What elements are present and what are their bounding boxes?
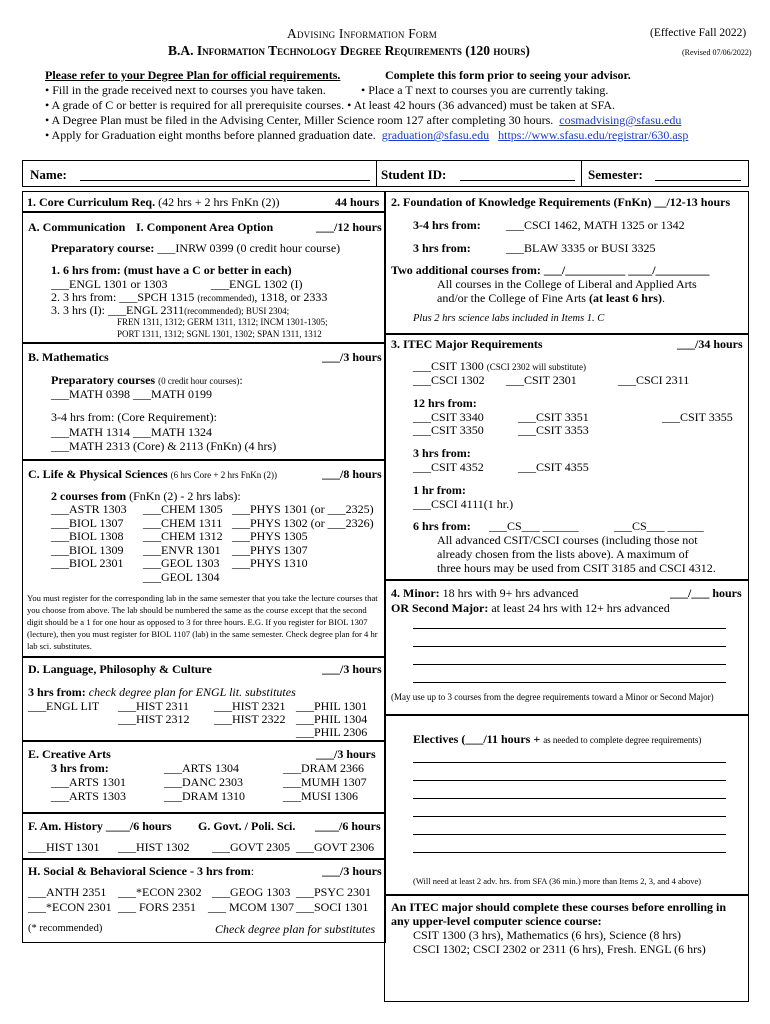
- one-hr-label: 1 hr from:: [413, 483, 466, 497]
- graduation-text: • Apply for Graduation eight months before planned graduation date.: [45, 128, 376, 142]
- second-major: OR Second Major: at least 24 hrs with 12+ hrs advanced: [391, 601, 670, 615]
- fnkn-fine-arts: and/or the College of Fine Arts (at least 6 hrs).: [437, 291, 665, 305]
- lab-note: You must register for the corresponding lab in the same semester that you take the lecture courses that you choose from above. The lab should be numbered the same as the course except that the second digit should be a 1 for one hour as opposed to 3 for three hours. E.G. If you register for BIOL 1307 (lecture), then you must register for BIOL 1107 (lab) in the same semester. Check degree plan for 4 hr lab sci. substitutes.: [27, 593, 378, 651]
- language-row-1-c3[interactable]: ___HIST 2321: [214, 699, 286, 713]
- minor-title: 4. Minor: 18 hrs with 9+ hrs advanced: [391, 586, 579, 600]
- csit-4352[interactable]: ___CSIT 4352: [413, 460, 484, 474]
- anth-2351[interactable]: ___ANTH 2351: [28, 885, 107, 899]
- prep-course: Preparatory course: ___INRW 0399 (0 credit hour course): [51, 241, 341, 255]
- science-col1-course-1[interactable]: ___ASTR 1303: [51, 502, 127, 516]
- soci-1301[interactable]: ___SOCI 1301: [296, 900, 369, 914]
- check-substitutes: Check degree plan for substitutes: [215, 922, 376, 936]
- csit-3350[interactable]: ___CSIT 3350: [413, 423, 484, 437]
- science-title: C. Life & Physical Sciences (6 hrs Core + 2 hrs FnKn (2)): [28, 467, 277, 481]
- science-col-3: [232, 503, 374, 571]
- language-three-hrs: 3 hrs from: check degree plan for ENGL lit. substitutes: [28, 685, 296, 699]
- mathematics-title: B. Mathematics: [28, 350, 109, 364]
- itec-note-3: CSIT 1300 (3 hrs), Mathematics (6 hrs), Science (8 hrs): [413, 928, 682, 942]
- math-0398-0199[interactable]: ___MATH 0398 ___MATH 0199: [51, 387, 213, 401]
- science-col2-course-5[interactable]: ___GEOL 1303: [143, 556, 220, 570]
- component-area-option: I. Component Area Option: [136, 220, 274, 234]
- geog-1303[interactable]: ___GEOG 1303: [212, 885, 291, 899]
- six-hours-from: 1. 6 hrs from: (must have a C or better in each): [51, 263, 292, 277]
- csit-3340[interactable]: ___CSIT 3340: [413, 410, 484, 424]
- minor-note: (May use up to 3 courses from the degree requirements toward a Minor or Second Major): [391, 692, 714, 702]
- six-hrs-desc-2: already chosen from the lists above). A maximum of: [437, 547, 689, 561]
- creative-col-2: [164, 761, 245, 803]
- fnkn-34-label: 3-4 hrs from:: [413, 218, 481, 232]
- language-hours[interactable]: ___/3 hours: [322, 662, 382, 676]
- creative-col3-course-2[interactable]: ___MUMH 1307: [283, 775, 367, 789]
- bullet-grade-c: • A grade of C or better is required for all prerequisite courses. • At least 42 hours (36 advanced) must be taken at SFA.: [45, 98, 616, 112]
- econ-2301[interactable]: ___*ECON 2301: [28, 900, 112, 914]
- fors-2351[interactable]: ___ FORS 2351: [118, 900, 197, 914]
- fnkn-34-value[interactable]: ___CSCI 1462, MATH 1325 or 1342: [506, 218, 685, 232]
- minor-line-1[interactable]: [413, 628, 726, 629]
- engl-1302[interactable]: ___ENGL 1302 (I): [211, 277, 303, 291]
- fnkn-3-label: 3 hrs from:: [413, 241, 471, 255]
- elective-line-4[interactable]: [413, 816, 726, 817]
- fnkn-plus-labs: Plus 2 hrs science labs included in Items 1. C: [413, 313, 605, 324]
- science-col1-course-3[interactable]: ___BIOL 1308: [51, 529, 124, 543]
- science-col3-course-5[interactable]: ___PHYS 1310: [232, 556, 308, 570]
- communication-title: A. Communication: [28, 220, 126, 234]
- csit-4355[interactable]: ___CSIT 4355: [518, 460, 589, 474]
- csit-2301[interactable]: ___CSIT 2301: [506, 373, 577, 387]
- fnkn-3-value[interactable]: ___BLAW 3335 or BUSI 3325: [506, 241, 656, 255]
- semester-label: Semester:: [588, 167, 643, 182]
- science-col-1: [51, 503, 127, 571]
- name-input[interactable]: [80, 180, 370, 181]
- csit-3355[interactable]: ___CSIT 3355: [662, 410, 733, 424]
- registrar-url-link[interactable]: https://www.sfasu.edu/registrar/630.asp: [498, 128, 689, 142]
- science-col1-course-2[interactable]: ___BIOL 1307: [51, 515, 124, 530]
- bullet-fill-grade: • Fill in the grade received next to courses you have taken.: [45, 83, 326, 97]
- science-col2-course-3[interactable]: ___CHEM 1312: [143, 529, 223, 543]
- mcom-1307[interactable]: ___ MCOM 1307: [208, 900, 295, 914]
- semester-input[interactable]: [655, 180, 741, 181]
- form-title: Advising Information Form: [287, 26, 438, 41]
- advising-email-link[interactable]: cosmadvising@sfasu.edu: [559, 113, 682, 127]
- student-id-label: Student ID:: [381, 167, 447, 182]
- csci-2311[interactable]: ___CSCI 2311: [618, 373, 690, 387]
- degree-plan-text: • A Degree Plan must be filed in the Advising Center, Miller Science room 127 after completing 30 hours.: [45, 113, 554, 127]
- science-hours[interactable]: ___/8 hours: [322, 467, 382, 481]
- math-prep: Preparatory courses (0 credit hour courses):: [51, 373, 243, 387]
- mathematics-hours[interactable]: ___/3 hours: [322, 350, 382, 364]
- itec-note-2: any upper-level computer science course:: [391, 914, 602, 928]
- csit-3353[interactable]: ___CSIT 3353: [518, 423, 589, 437]
- govt-hours[interactable]: ____/6 hours: [315, 819, 381, 833]
- electives-note: (Will need at least 2 adv. hrs. from SFA (36 min.) more than Items 2, 3, and 4 above): [413, 876, 702, 886]
- creative-col3-course-1[interactable]: ___DRAM 2366: [283, 761, 365, 775]
- twelve-hrs-label: 12 hrs from:: [413, 396, 477, 410]
- core-total: 44 hours: [335, 195, 380, 209]
- graduation-email-link[interactable]: graduation@sfasu.edu: [381, 128, 490, 142]
- science-col3-course-2[interactable]: ___PHYS 1302 (or ___2326): [232, 515, 374, 530]
- itec-note-4: CSCI 1302; CSCI 2302 or 2311 (6 hrs), Fresh. ENGL (6 hrs): [413, 942, 706, 956]
- hist-1301[interactable]: ___HIST 1301: [28, 840, 100, 854]
- math-1314-1324[interactable]: ___MATH 1314 ___MATH 1324: [51, 425, 213, 439]
- csit-3351[interactable]: ___CSIT 3351: [518, 410, 589, 424]
- elective-line-2[interactable]: [413, 780, 726, 781]
- science-col1-course-5[interactable]: ___BIOL 2301: [51, 556, 124, 570]
- bullet-degree-plan: [45, 113, 681, 128]
- electives-title: Electives (___/11 hours + as needed to complete degree requirements): [413, 732, 702, 746]
- science-col1-course-4[interactable]: ___BIOL 1309: [51, 542, 124, 557]
- bullet-graduation: [45, 128, 688, 143]
- language-row-1-c4[interactable]: ___PHIL 1301: [296, 699, 368, 713]
- complete-note: Complete this form prior to seeing your advisor.: [385, 68, 631, 82]
- six-hrs-course-1[interactable]: ___CS___ ______: [489, 519, 579, 533]
- hist-1302[interactable]: ___HIST 1302: [118, 840, 190, 854]
- science-col-2: [143, 503, 223, 584]
- creative-col1-course-2[interactable]: ___ARTS 1303: [51, 789, 126, 803]
- language-row-1-c2[interactable]: ___HIST 2311: [118, 699, 190, 713]
- language-options-2: PORT 1311, 1312; SGNL 1301, 1302; SPAN 1311, 1312: [117, 329, 322, 339]
- science-col3-course-1[interactable]: ___PHYS 1301 (or ___2325): [232, 502, 374, 516]
- six-hrs-course-2[interactable]: ___CS___ ______: [614, 519, 704, 533]
- engl-2311[interactable]: 3. 3 hrs (I): ___ENGL 2311(recommended); BUSI 2304;: [51, 303, 290, 317]
- science-col2-course-2[interactable]: ___CHEM 1311: [143, 515, 223, 530]
- elective-line-3[interactable]: [413, 798, 726, 799]
- itec-title: 3. ITEC Major Requirements: [391, 337, 543, 351]
- govt-2306[interactable]: ___GOVT 2306: [296, 840, 375, 854]
- minor-line-3[interactable]: [413, 664, 726, 665]
- core-title: 1. Core Curriculum Req. (42 hrs + 2 hrs FnKn (2)): [27, 195, 280, 209]
- effective-date: (Effective Fall 2022): [650, 27, 747, 39]
- itec-hours[interactable]: ___/34 hours: [677, 337, 743, 351]
- language-row-3[interactable]: ___PHIL 2306: [296, 725, 368, 739]
- creative-col-1: [51, 775, 126, 803]
- science-col2-course-1[interactable]: ___CHEM 1305: [143, 502, 223, 516]
- psyc-2301[interactable]: ___PSYC 2301: [296, 885, 372, 899]
- creative-col1-course-1[interactable]: ___ARTS 1301: [51, 775, 126, 789]
- creative-arts-hours[interactable]: ___/3 hours: [316, 747, 376, 761]
- govt-2305[interactable]: ___GOVT 2305: [212, 840, 291, 854]
- social-hours[interactable]: ___/3 hours: [322, 864, 382, 878]
- science-col3-course-3[interactable]: ___PHYS 1305: [232, 529, 308, 543]
- csci-1302[interactable]: ___CSCI 1302: [413, 373, 485, 387]
- bullet-place-t: • Place a T next to courses you are currently taking.: [361, 83, 609, 97]
- minor-line-2[interactable]: [413, 646, 726, 647]
- science-col2-course-4[interactable]: ___ENVR 1301: [143, 542, 221, 557]
- elective-line-6[interactable]: [413, 852, 726, 853]
- creative-col3-course-3[interactable]: ___MUSI 1306: [283, 789, 359, 803]
- name-label: Name:: [30, 167, 67, 182]
- language-row-2-c3[interactable]: ___PHIL 1304: [296, 712, 368, 726]
- student-id-input[interactable]: [460, 180, 575, 181]
- creative-col2-course-3[interactable]: ___DRAM 1310: [164, 789, 246, 803]
- social-title: H. Social & Behavioral Science - 3 hrs from:: [28, 864, 255, 878]
- three-hrs-label: 3 hrs from:: [413, 446, 471, 460]
- six-hrs-label: 6 hrs from:: [413, 519, 471, 533]
- revised-date: (Revised 07/06/2022): [682, 48, 752, 57]
- creative-col-3: [283, 761, 367, 803]
- history-title: F. Am. History ____/6 hours: [28, 819, 172, 833]
- fnkn-two-additional[interactable]: Two additional courses from: ___/__________ ____/_________: [391, 263, 710, 277]
- elective-line-1[interactable]: [413, 762, 726, 763]
- elective-line-5[interactable]: [413, 834, 726, 835]
- fnkn-all-courses: All courses in the College of Liberal and Applied Arts: [437, 277, 697, 291]
- minor-hours[interactable]: ___/___ hours: [670, 586, 742, 600]
- form-subtitle: B.A. Information Technology Degree Requirements (120 hours): [168, 43, 530, 58]
- six-hrs-desc-3: three hours may be used from CSIT 3185 and CSCI 4312.: [437, 561, 716, 575]
- fnkn-title: 2. Foundation of Knowledge Requirements (FnKn) __/12-13 hours: [391, 195, 731, 209]
- recommended-note: (* recommended): [28, 923, 103, 934]
- engl-1301[interactable]: ___ENGL 1301 or 1303: [51, 277, 168, 291]
- creative-col2-course-1[interactable]: ___ARTS 1304: [164, 761, 239, 775]
- minor-line-4[interactable]: [413, 682, 726, 683]
- language-title: D. Language, Philosophy & Culture: [28, 662, 212, 676]
- communication-hours[interactable]: ___/12 hours: [316, 220, 382, 234]
- math-2313[interactable]: ___MATH 2313 (Core) & 2113 (FnKn) (4 hrs): [51, 439, 277, 453]
- creative-arts-title: E. Creative Arts: [28, 747, 111, 761]
- creative-col2-course-2[interactable]: ___DANC 2303: [164, 775, 244, 789]
- language-row-1-c1[interactable]: ___ENGL LIT: [28, 699, 100, 713]
- spch-1315[interactable]: 2. 3 hrs from: ___SPCH 1315 (recommended), 1318, or 2333: [51, 290, 328, 304]
- math-core: 3-4 hrs from: (Core Requirement):: [51, 410, 217, 424]
- language-row-2-c2[interactable]: ___HIST 2322: [214, 712, 286, 726]
- two-courses-from: 2 courses from (FnKn (2) - 2 hrs labs):: [51, 489, 241, 503]
- govt-title: G. Govt. / Poli. Sci.: [198, 819, 296, 833]
- creative-three-hrs: 3 hrs from:: [51, 761, 109, 775]
- language-options-1: FREN 1311, 1312; GERM 1311, 1312; INCM 1301-1305;: [117, 317, 328, 327]
- science-col3-course-4[interactable]: ___PHYS 1307: [232, 542, 308, 557]
- econ-2302[interactable]: ___*ECON 2302: [118, 885, 202, 899]
- csit-1300[interactable]: ___CSIT 1300 (CSCI 2302 will substitute): [413, 359, 587, 373]
- six-hrs-desc-1: All advanced CSIT/CSCI courses (including those not: [437, 533, 698, 547]
- language-row-2-c1[interactable]: ___HIST 2312: [118, 712, 190, 726]
- science-col2-course-6[interactable]: ___GEOL 1304: [143, 569, 220, 584]
- csci-4111[interactable]: ___CSCI 4111(1 hr.): [413, 497, 514, 511]
- itec-note-1: An ITEC major should complete these courses before enrolling in: [391, 900, 726, 914]
- refer-note: Please refer to your Degree Plan for official requirements.: [45, 68, 341, 82]
